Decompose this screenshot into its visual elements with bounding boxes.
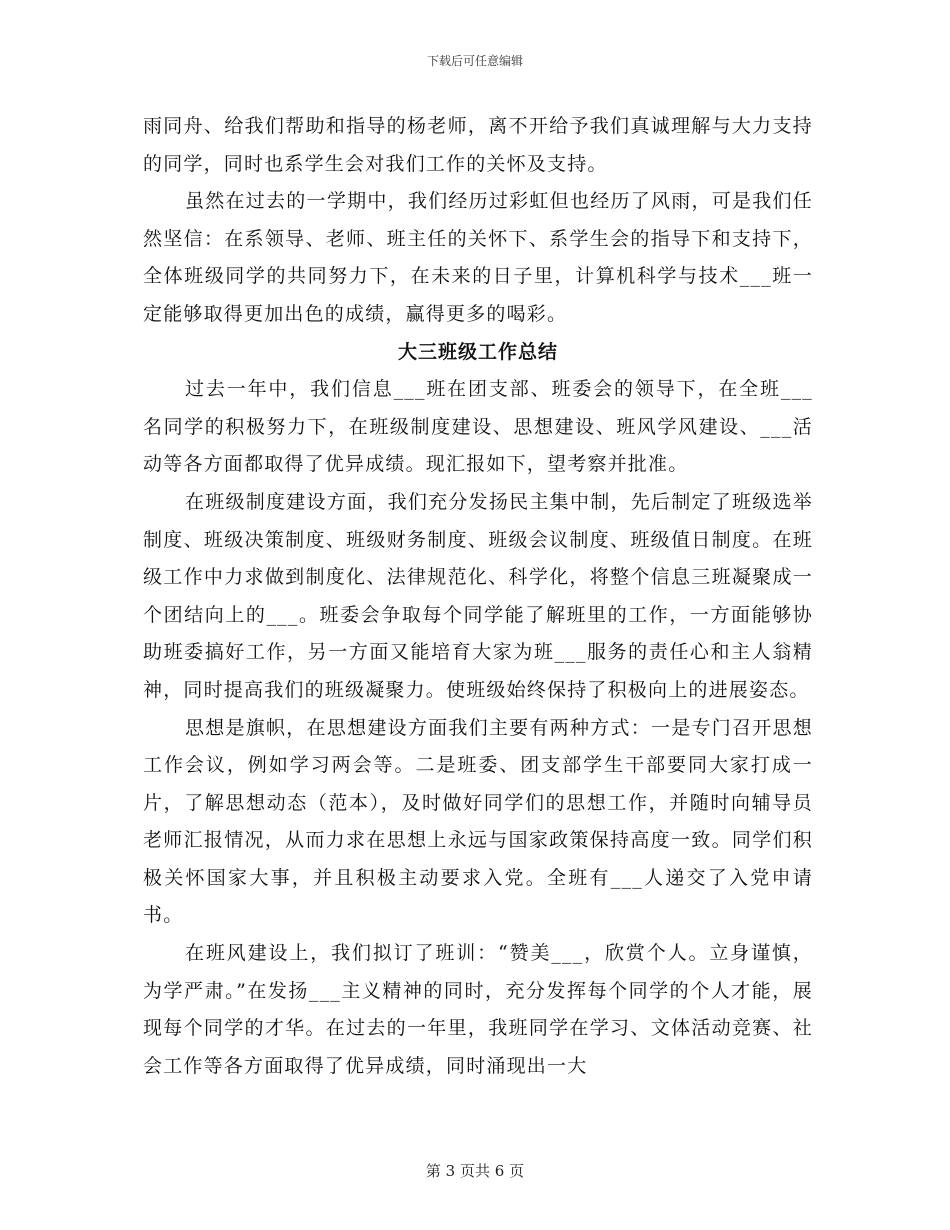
paragraph-closing: 虽然在过去的一学期中，我们经历过彩虹但也经历了风雨，可是我们任然坚信：在系领导、老师、班主任的关怀下、系学生会的指导下和支持下，全体班级同学的共同努力下，在未来的日子里，计算机科学与技术___班一定能够取得更加出色的成绩，赢得更多的喝彩。 (143, 190, 813, 325)
section-title: 大三班级工作总结 (397, 340, 558, 363)
page-footer: 第 3 页共 6 页 (425, 1162, 525, 1180)
document-body (143, 108, 813, 1085)
paragraph-continuation: 雨同舟、给我们帮助和指导的杨老师，离不开给予我们真诚理解与大力支持的同学，同时也系学生会对我们工作的关怀及支持。 (143, 115, 813, 175)
paragraph-class-style: 在班风建设上，我们拟订了班训：“赞美___，欣赏个人。立身谨慎，为学严肃。”在发扬___主义精神的同时，充分发挥每个同学的个人才能，展现每个同学的才华。在过去的一年里，我班同学在学习、文体活动竞赛、社会工作等各方面取得了优异成绩，同时涌现出一大 (143, 942, 813, 1077)
paragraph-intro: 过去一年中，我们信息___班在团支部、班委会的领导下，在全班___名同学的积极努力下，在班级制度建设、思想建设、班风学风建设、___活动等各方面都取得了优异成绩。现汇报如下，望考察并批准。 (143, 378, 813, 476)
paragraph-system-building: 在班级制度建设方面，我们充分发扬民主集中制，先后制定了班级选举制度、班级决策制度、班级财务制度、班级会议制度、班级值日制度。在班级工作中力求做到制度化、法律规范化、科学化，将整个信息三班凝聚成一个团结向上的___。班委会争取每个同学能了解班里的工作，一方面能够协助班委搞好工作，另一方面又能培育大家为班___服务的责任心和主人翁精神，同时提高我们的班级凝聚力。使班级始终保持了积极向上的进展姿态。 (143, 490, 813, 701)
page-header: 下载后可任意编辑 (426, 54, 523, 68)
paragraph-ideology-building: 思想是旗帜，在思想建设方面我们主要有两种方式：一是专门召开思想工作会议，例如学习两会等。二是班委、团支部学生干部要同大家打成一片，了解思想动态（范本），及时做好同学们的思想工作，并随时向辅导员老师汇报情况，从而力求在思想上永远与国家政策保持高度一致。同学们积极关怀国家大事，并且积极主动要求入党。全班有___人递交了入党申请书。 (143, 716, 813, 927)
